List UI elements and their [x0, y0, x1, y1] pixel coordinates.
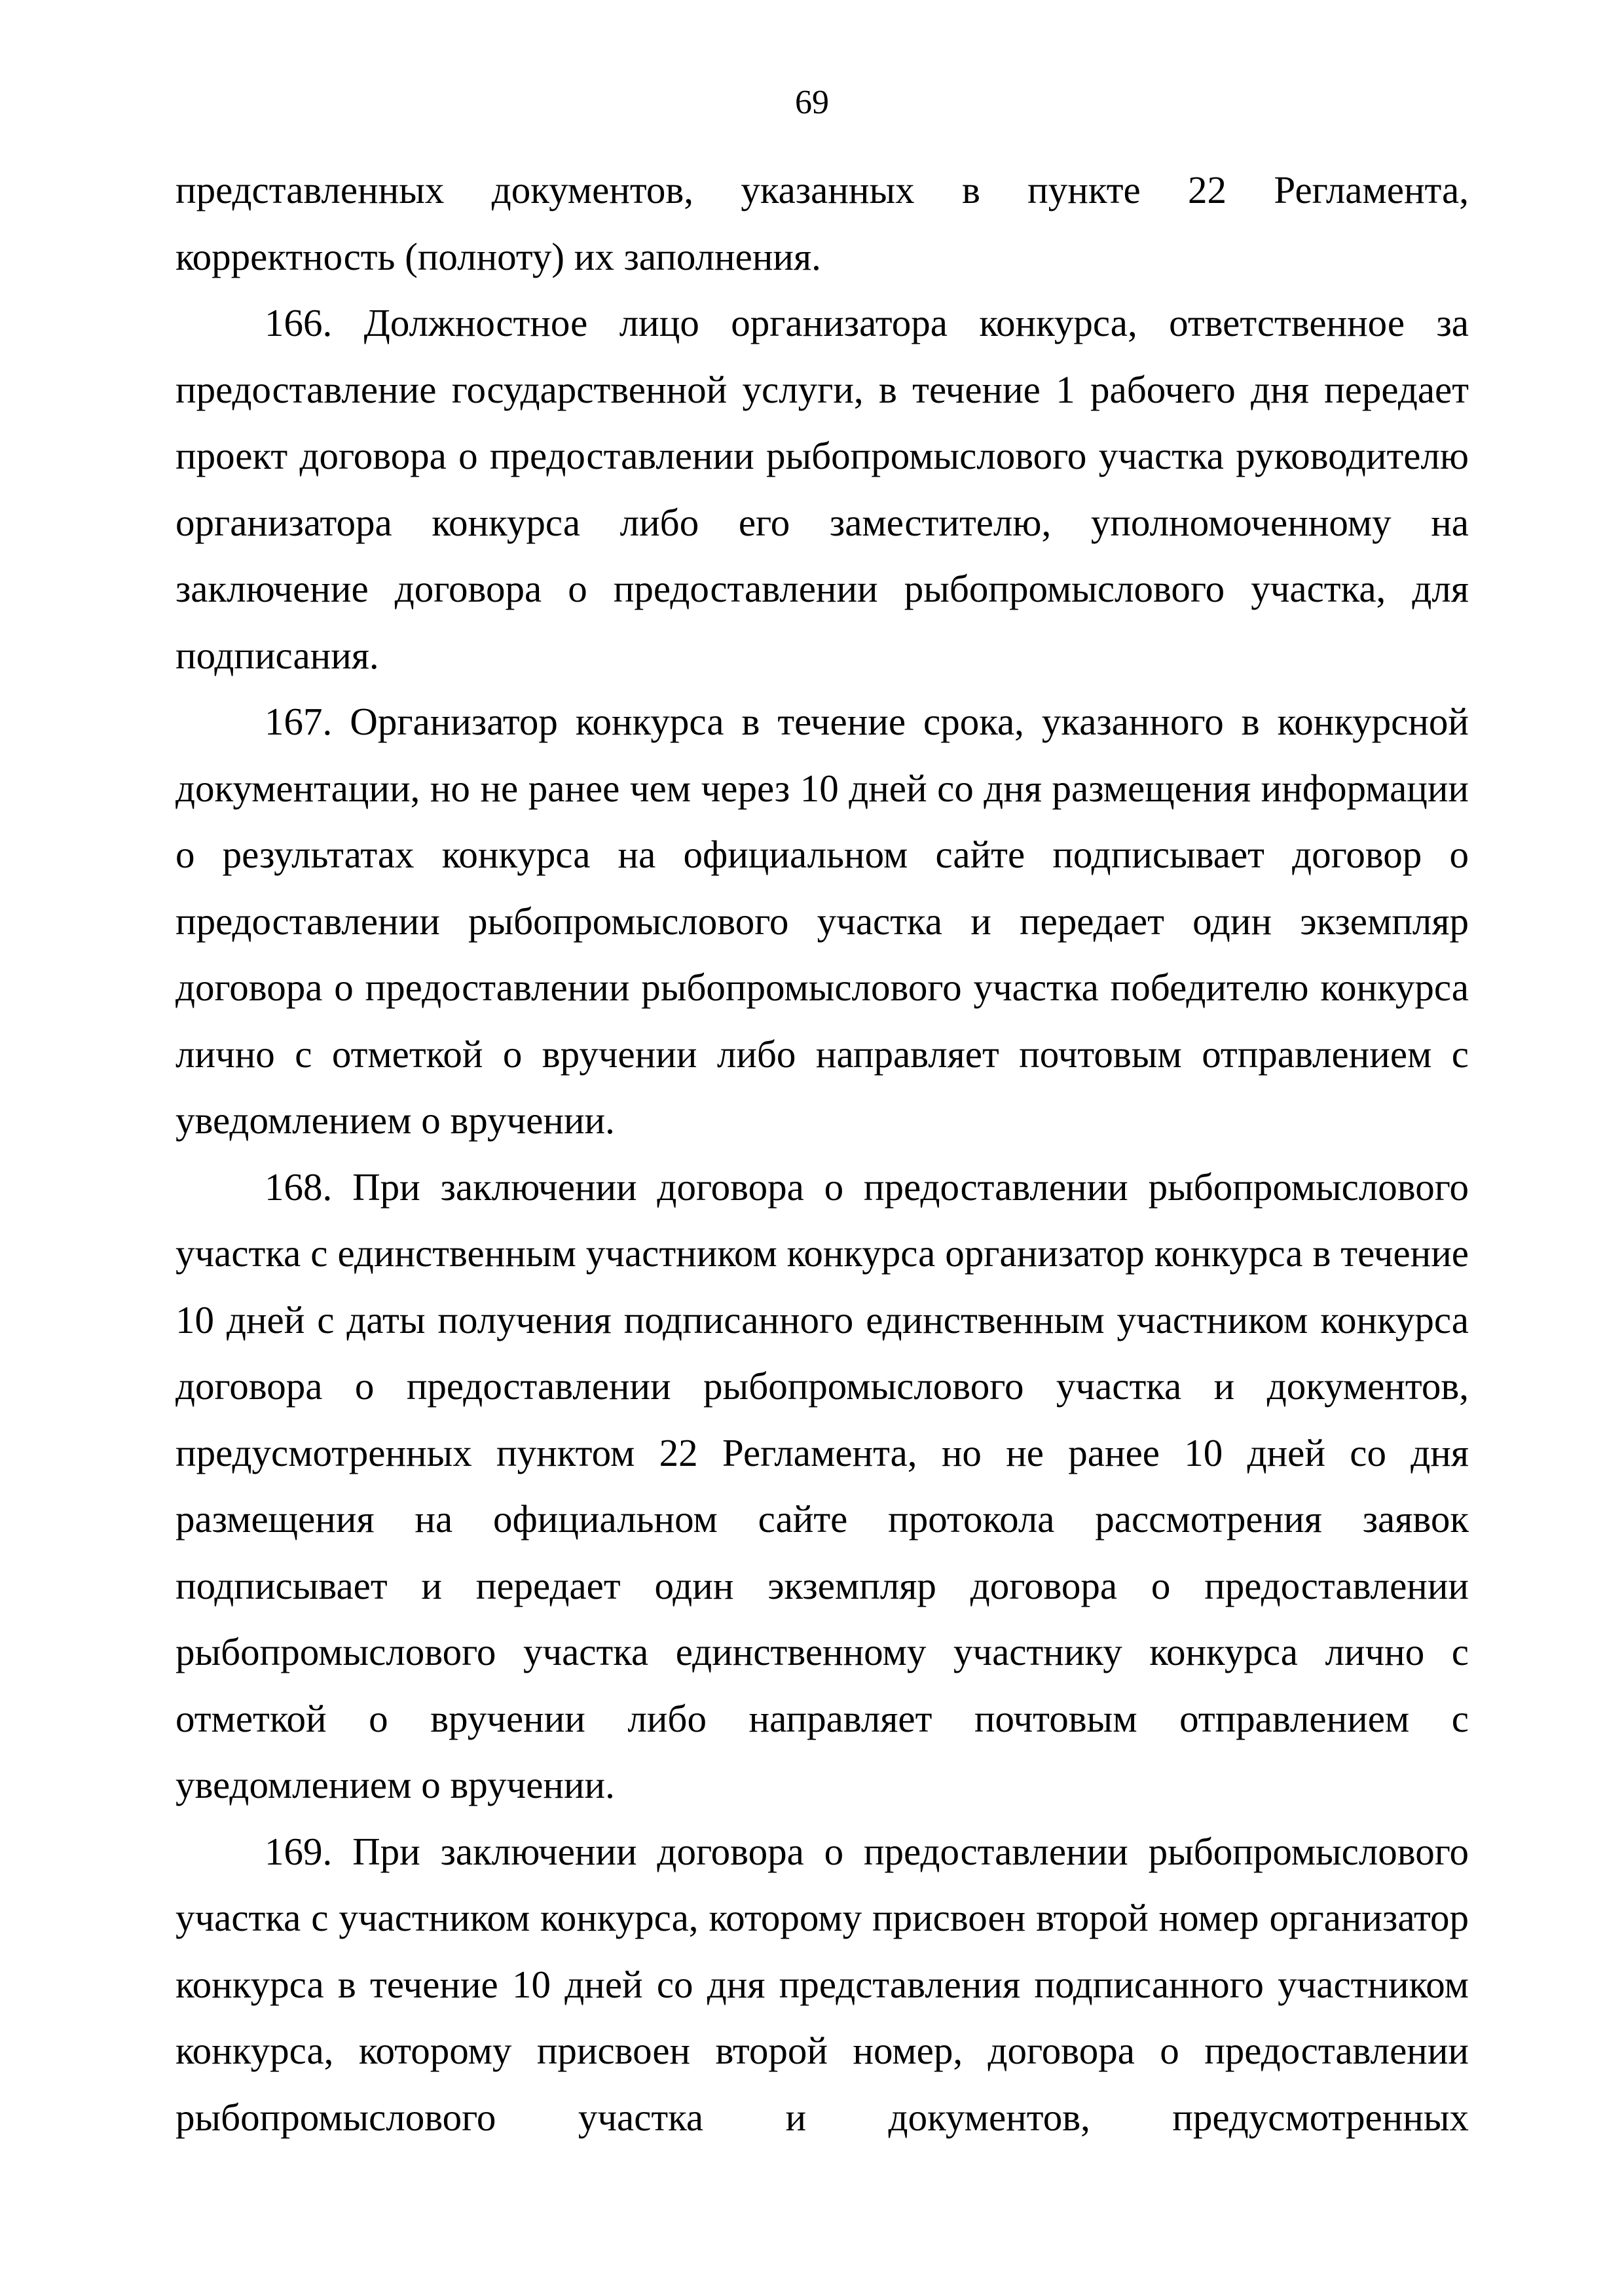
page-number: 69 [795, 84, 829, 121]
paragraph-166: 166. Должностное лицо организатора конкурса, ответственное за предоставление государственной услуги, в течение 1 рабочего дня передает проект договора о предоставлении рыбопромыслового участка руководителю организатора конкурса либо его заместителю, уполномоченному на заключение договора о предоставлении рыбопромыслового участка, для подписания. [175, 301, 1469, 677]
document-body [175, 157, 1469, 2151]
paragraph-continuation: представленных документов, указанных в пункте 22 Регламента, корректность (полноту) их заполнения. [175, 168, 1469, 278]
paragraph-168: 168. При заключении договора о предоставлении рыбопромыслового участка с единственным участником конкурса организатор конкурса в течение 10 дней с даты получения подписанного единственным участником конкурса договора о предоставлении рыбопромыслового участка и документов, предусмотренных пунктом 22 Регламента, но не ранее 10 дней со дня размещения на официальном сайте протокола рассмотрения заявок подписывает и передает один экземпляр договора о предоставлении рыбопромыслового участка единственному участнику конкурса лично с отметкой о вручении либо направляет почтовым отправлением с уведомлением о вручении. [175, 1165, 1469, 1806]
paragraph-169: 169. При заключении договора о предоставлении рыбопромыслового участка с участником конкурса, которому присвоен второй номер организатор конкурса в течение 10 дней со дня представления подписанного участником конкурса, которому присвоен второй номер, договора о предоставлении рыбопромыслового участка и документов, предусмотренных [175, 1829, 1469, 2139]
paragraph-167: 167. Организатор конкурса в течение срока, указанного в конкурсной документации, но не ранее чем через 10 дней со дня размещения информации о результатах конкурса на официальном сайте подписывает договор о предоставлении рыбопромыслового участка и передает один экземпляр договора о предоставлении рыбопромыслового участка победителю конкурса лично с отметкой о вручении либо направляет почтовым отправлением с уведомлением о вручении. [175, 700, 1469, 1142]
